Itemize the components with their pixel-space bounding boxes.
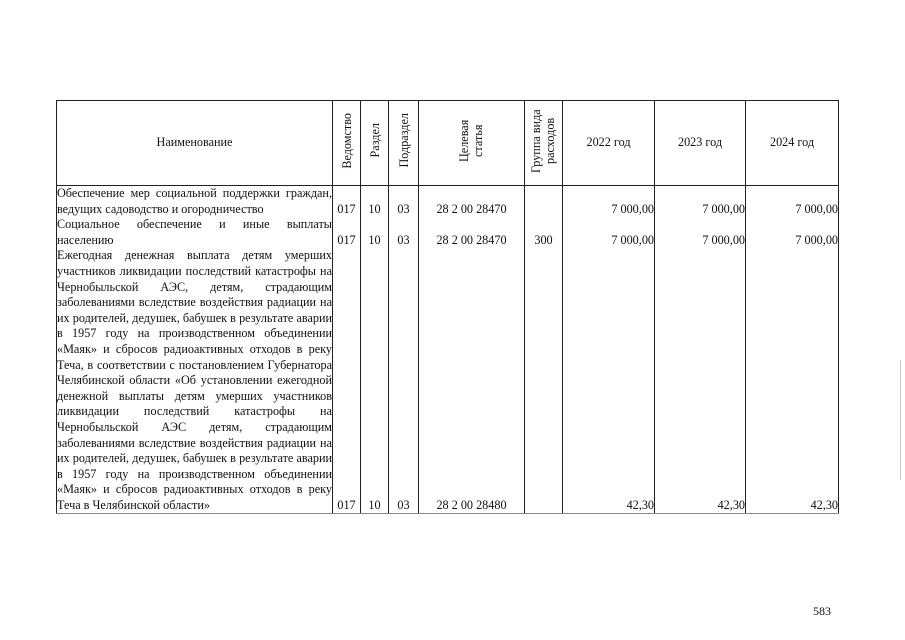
table-row <box>57 217 839 248</box>
header-year-2024: 2024 год <box>746 101 839 186</box>
row-name: Социальное обеспечение и иные выплаты населению <box>57 217 332 247</box>
budget-table <box>56 100 839 514</box>
row-name: Ежегодная денежная выплата детям умерших участников ликвидации последствий катастрофы на Чернобыльской АЭС, детям, страдающим заболеваниями вследствие воздействия радиации на их родителей, дедушек, бабушек в результате аварии в 1957 году на производственном объединении «Маяк» и сбросов радиоактивных отходов в реку Теча, в соответствии с постановлением Губернатора Челябинской области «Об установлении ежегодной денежной выплаты детям умерших участников ликвидации последствий катастрофы на Чернобыльской АЭС детям, страдающим заболеваниями вследствие воздействия радиации на их родителей, дедушек, бабушек в результате аварии в 1957 году на производственном объединении «Маяк» и сбросов радиоактивных отходов в реку Теча в Челябинской области» <box>57 248 333 514</box>
page-number: 583 <box>813 604 831 618</box>
row-expense-group <box>525 248 563 514</box>
row-year-2024: 7 000,00 <box>746 186 839 218</box>
row-name: Обеспечение мер социальной поддержки граждан, ведущих садоводство и огородничество <box>57 186 332 216</box>
row-section: 10 <box>361 186 389 218</box>
header-year-2023: 2023 год <box>655 101 746 186</box>
row-subsection: 03 <box>389 186 419 218</box>
row-year-2024: 7 000,00 <box>746 217 839 248</box>
table-row <box>57 248 839 514</box>
header-subsection: Подраздел <box>389 101 419 186</box>
header-expense-group: Группа вида расходов <box>525 101 563 186</box>
row-year-2022: 42,30 <box>563 248 655 514</box>
row-section: 10 <box>361 248 389 514</box>
row-target-article: 28 2 00 28470 <box>419 186 525 218</box>
row-target-article: 28 2 00 28480 <box>419 248 525 514</box>
row-expense-group: 300 <box>525 217 563 248</box>
row-year-2022: 7 000,00 <box>563 217 655 248</box>
row-expense-group <box>525 186 563 218</box>
row-year-2022: 7 000,00 <box>563 186 655 218</box>
header-target-article: Целевая статья <box>419 101 525 186</box>
row-subsection: 03 <box>389 248 419 514</box>
row-department: 017 <box>333 217 361 248</box>
header-department: Ведомство <box>333 101 361 186</box>
header-year-2022: 2022 год <box>563 101 655 186</box>
row-year-2024: 42,30 <box>746 248 839 514</box>
header-section: Раздел <box>361 101 389 186</box>
row-year-2023: 7 000,00 <box>655 217 746 248</box>
table-row <box>57 186 839 218</box>
row-subsection: 03 <box>389 217 419 248</box>
page-edge-line <box>900 360 901 480</box>
table-header-row <box>57 101 839 186</box>
row-year-2023: 7 000,00 <box>655 186 746 218</box>
header-name: Наименование <box>57 101 333 186</box>
row-section: 10 <box>361 217 389 248</box>
row-department: 017 <box>333 248 361 514</box>
row-target-article: 28 2 00 28470 <box>419 217 525 248</box>
row-year-2023: 42,30 <box>655 248 746 514</box>
row-department: 017 <box>333 186 361 218</box>
